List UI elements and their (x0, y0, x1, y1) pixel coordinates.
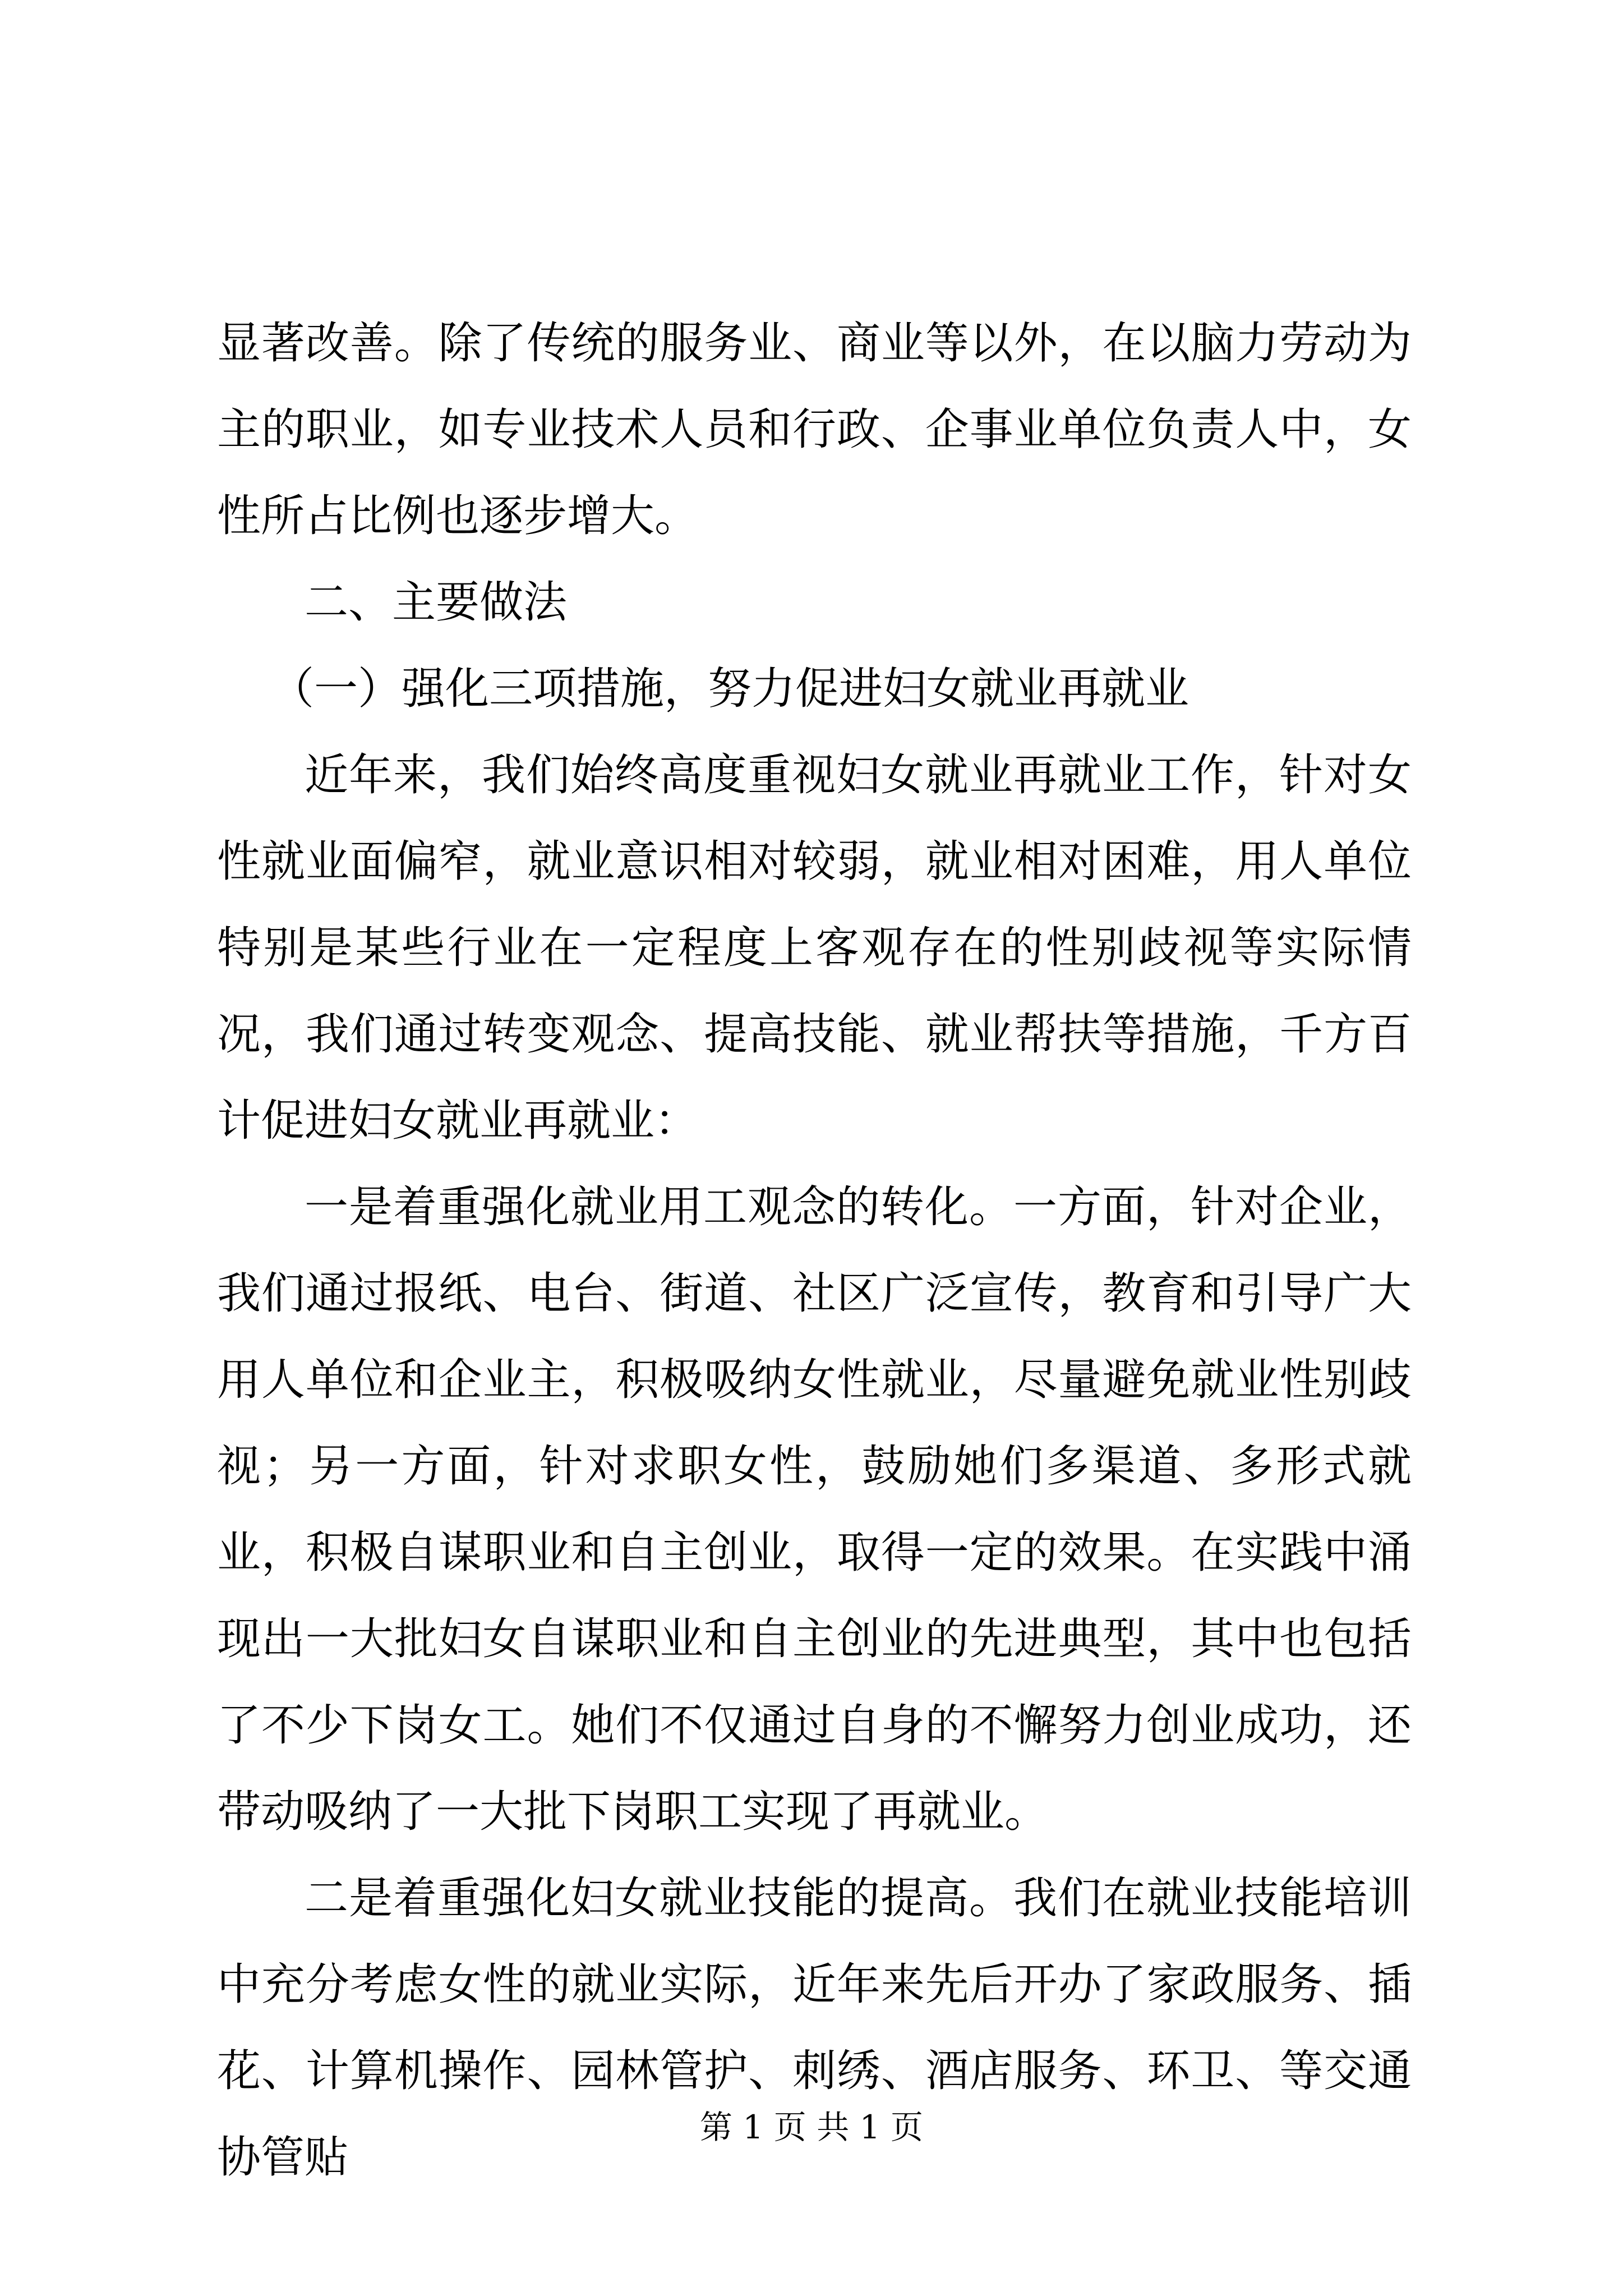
page-footer: 第 1 页 共 1 页 (700, 2108, 923, 2146)
document-body (217, 300, 1412, 2201)
paragraph-measure-1: 一是着重强化就业用工观念的转化。一方面，针对企业，我们通过报纸、电台、街道、社区广泛宣传，教育和引导广大用人单位和企业主，积极吸纳女性就业，尽量避免就业性别歧视；另一方面，针对求职女性，鼓励她们多渠道、多形式就业，积极自谋职业和自主创业，取得一定的效果。在实践中涌现出一大批妇女自谋职业和自主创业的先进典型，其中也包括了不少下岗女工。她们不仅通过自身的不懈努力创业成功，还带动吸纳了一大批下岗职工实现了再就业。 (217, 1182, 1412, 1837)
subsection-heading: （一）强化三项措施，努力促进妇女就业再就业 (270, 664, 1189, 714)
paragraph-measure-2: 二是着重强化妇女就业技能的提高。我们在就业技能培训中充分考虑女性的就业实际，近年来先后开办了家政服务、插花、计算机操作、园林管护、刺绣、酒店服务、环卫、等交通协管贴 (217, 1873, 1412, 2183)
paragraph-continuation: 显著改善。除了传统的服务业、商业等以外，在以脑力劳动为主的职业，如专业技术人员和行政、企事业单位负责人中，女性所占比例也逐步增大。 (217, 318, 1412, 541)
paragraph-intro: 近年来，我们始终高度重视妇女就业再就业工作，针对女性就业面偏窄，就业意识相对较弱，就业相对困难，用人单位特别是某些行业在一定程度上客观存在的性别歧视等实际情况，我们通过转变观念、提高技能、就业帮扶等措施，千方百计促进妇女就业再就业： (217, 750, 1412, 1146)
section-heading: 二、主要做法 (305, 577, 568, 628)
